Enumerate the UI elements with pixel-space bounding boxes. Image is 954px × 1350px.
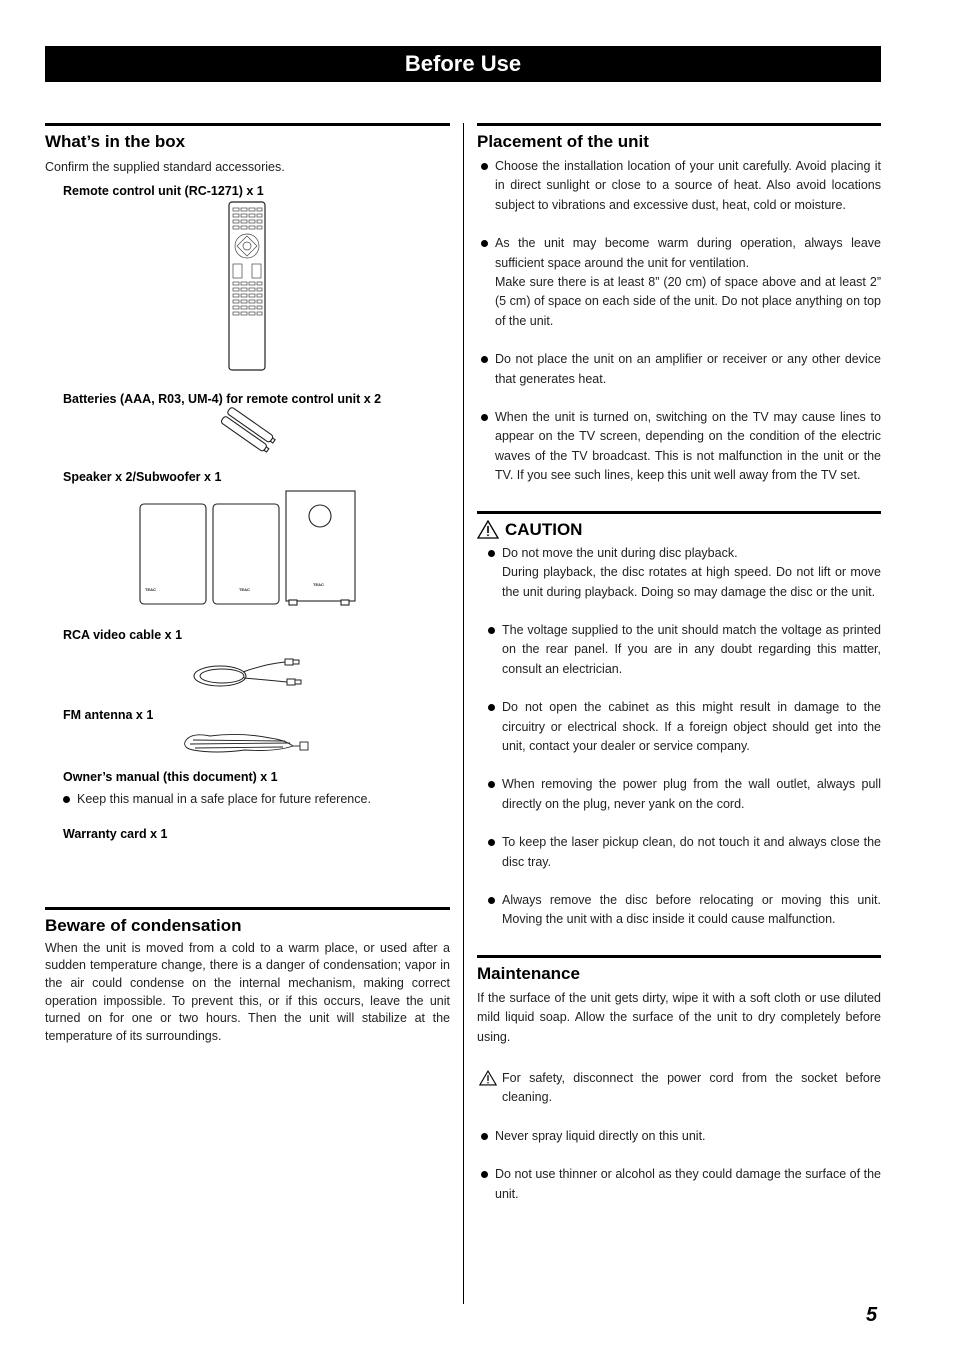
page-number: 5 bbox=[866, 1304, 878, 1326]
caution-bullet-5: To keep the laser pickup clean, do not touch it and always close the disc tray. bbox=[502, 835, 881, 869]
manual-note-list bbox=[59, 790, 450, 809]
subwoofer-logo: TEAC bbox=[313, 582, 324, 588]
rca-cable-illustration bbox=[45, 642, 450, 704]
item-manual-title: Owner’s manual (this document) x 1 bbox=[63, 770, 278, 785]
list-item bbox=[477, 621, 881, 679]
list-item bbox=[477, 408, 881, 486]
caution-bullet-4: When removing the power plug from the wall outlet, always pull directly on the plug, never yank on the cord. bbox=[502, 777, 881, 811]
bullet-dot bbox=[488, 781, 495, 788]
bullet-dot bbox=[481, 356, 488, 363]
condensation-section bbox=[45, 907, 450, 1046]
page-title-banner: Before Use bbox=[45, 46, 881, 82]
warning-triangle-icon bbox=[477, 520, 499, 539]
speakers-subwoofer-illustration bbox=[45, 484, 450, 614]
bullet-dot bbox=[481, 163, 488, 170]
manual-note-text: Keep this manual in a safe place for future reference. bbox=[77, 792, 371, 807]
item-fm-title: FM antenna x 1 bbox=[63, 708, 154, 723]
bullet-dot bbox=[63, 796, 70, 803]
list-item bbox=[477, 1127, 881, 1146]
maintenance-bullet-1: Never spray liquid directly on this unit. bbox=[495, 1128, 706, 1143]
maintenance-list bbox=[477, 1127, 881, 1204]
box-intro: Confirm the supplied standard accessories. bbox=[45, 160, 285, 174]
item-speakers-title: Speaker x 2/Subwoofer x 1 bbox=[63, 470, 222, 485]
list-item bbox=[477, 891, 881, 930]
caution-bullet-1: Do not move the unit during disc playback. bbox=[502, 545, 738, 560]
placement-bullet-4: When the unit is turned on, switching on the TV may cause lines to appear on the TV screen, depending on the condition of the electric waves of the TV broadcast. This is not malfunction in the unit or the TV. If you see such lines, keep this unit well away from the TV set. bbox=[495, 410, 881, 483]
item-batteries-title: Batteries (AAA, R03, UM-4) for remote control unit x 2 bbox=[63, 392, 382, 407]
column-divider bbox=[463, 123, 464, 1304]
maintenance-warning-text: For safety, disconnect the power cord from the socket before cleaning. bbox=[502, 1071, 881, 1105]
list-item bbox=[477, 833, 881, 872]
placement-bullet-1: Choose the installation location of your unit carefully. Avoid placing it in direct sunlight or close to a source of heat. Also avoid locations subject to vibrations and excessive dust, heat, cold or moisture. bbox=[495, 159, 881, 212]
caution-heading: CAUTION bbox=[505, 519, 583, 539]
placement-bullet-2-extra: Make sure there is at least 8” (20 cm) of space above and at least 2” (5 cm) of space on each side of the unit. Do not place anything on top of the unit. bbox=[495, 275, 881, 328]
placement-bullet-2: As the unit may become warm during operation, always leave sufficient space around the unit for ventilation. bbox=[495, 236, 881, 270]
bullet-dot bbox=[481, 240, 488, 247]
bullet-dot bbox=[488, 550, 495, 557]
list-item bbox=[477, 234, 881, 331]
maintenance-warning bbox=[477, 1069, 881, 1108]
batteries-illustration bbox=[45, 406, 450, 456]
condensation-text: When the unit is moved from a cold to a warm place, or used after a sudden temperature change, there is a danger of condensation; vapor in the air could condense on the internal mechanism, making correct operation impossible. To prevent this, or if this occurs, leave the unit turned on for one or two hours. Then the unit will stabilize at the temperature of its surroundings. bbox=[45, 940, 450, 1043]
list-item bbox=[477, 350, 881, 389]
maintenance-bullet-2: Do not use thinner or alcohol as they could damage the surface of the unit. bbox=[495, 1167, 881, 1201]
item-rca-title: RCA video cable x 1 bbox=[63, 628, 183, 643]
maintenance-heading: Maintenance bbox=[477, 955, 881, 984]
item-warranty-title: Warranty card x 1 bbox=[63, 826, 168, 841]
speaker-left-logo: TEAC bbox=[145, 587, 156, 593]
bullet-dot bbox=[488, 704, 495, 711]
list-item bbox=[477, 157, 881, 215]
caution-bullet-1-extra: During playback, the disc rotates at high speed. Do not lift or move the unit during playback. Doing so may damage the disc or the unit. bbox=[502, 565, 881, 599]
list-item bbox=[477, 698, 881, 756]
bullet-dot bbox=[481, 414, 488, 421]
placement-bullet-3: Do not place the unit on an amplifier or receiver or any other device that generates heat. bbox=[495, 352, 881, 386]
list-item bbox=[477, 544, 881, 602]
maintenance-section bbox=[477, 955, 881, 1204]
list-item bbox=[59, 790, 450, 809]
caution-section bbox=[477, 511, 881, 930]
bullet-dot bbox=[488, 897, 495, 904]
caution-bullet-6: Always remove the disc before relocating or moving this unit. Moving the unit with a disc inside it could cause malfunction. bbox=[502, 892, 881, 927]
warning-triangle-icon bbox=[479, 1070, 497, 1086]
bullet-dot bbox=[481, 1171, 488, 1178]
list-item bbox=[477, 1165, 881, 1204]
caution-bullet-2: The voltage supplied to the unit should match the voltage as printed on the rear panel. If you are in any doubt regarding this matter, consult an electrician. bbox=[502, 622, 881, 676]
caution-list bbox=[477, 544, 881, 930]
right-column bbox=[477, 123, 881, 1204]
bullet-dot bbox=[481, 1133, 488, 1140]
list-item bbox=[477, 775, 881, 814]
placement-heading: Placement of the unit bbox=[477, 123, 881, 152]
bullet-dot bbox=[488, 839, 495, 846]
speaker-right-logo: TEAC bbox=[239, 587, 250, 593]
condensation-heading: Beware of condensation bbox=[45, 907, 450, 936]
maintenance-text: If the surface of the unit gets dirty, wipe it with a soft cloth or use diluted mild liquid soap. Allow the surface of the unit to dry completely before using. bbox=[477, 990, 881, 1044]
left-column bbox=[45, 123, 450, 1045]
remote-control-illustration bbox=[45, 198, 450, 376]
item-remote-title: Remote control unit (RC-1271) x 1 bbox=[63, 184, 264, 199]
caution-bullet-3: Do not open the cabinet as this might result in damage to the circuitry or electrical shock. If a foreign object should get into the unit, contact your dealer or service company. bbox=[502, 700, 881, 753]
placement-list bbox=[477, 157, 881, 486]
bullet-dot bbox=[488, 627, 495, 634]
fm-antenna-illustration bbox=[45, 722, 450, 766]
box-heading: What’s in the box bbox=[45, 123, 450, 152]
caution-heading-row bbox=[477, 511, 881, 540]
